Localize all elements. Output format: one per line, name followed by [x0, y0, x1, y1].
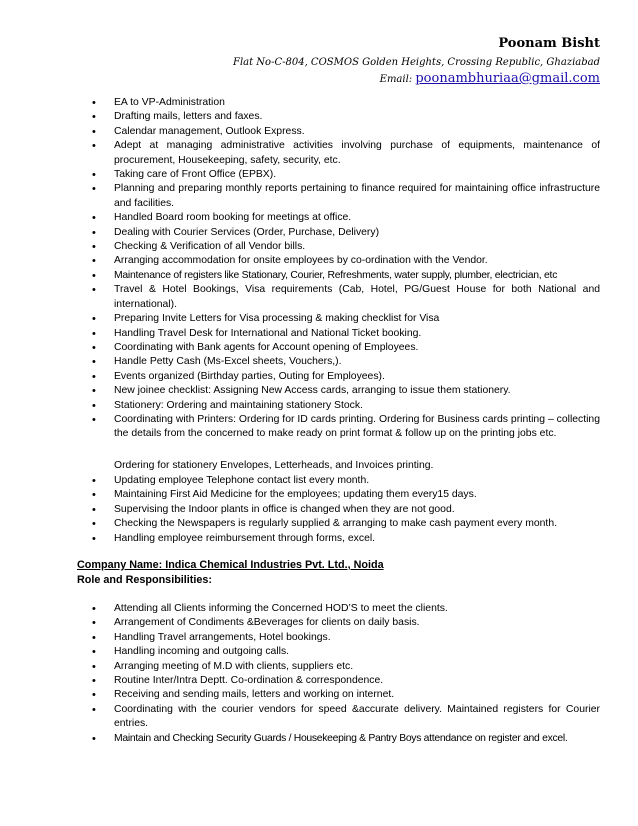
list-item: • Preparing Invite Letters for Visa processing & making checklist for Visa [92, 312, 600, 326]
list-item: • Receiving and sending mails, letters and working on internet. [92, 688, 600, 702]
list-item: • Stationery: Ordering and maintaining stationery Stock. [92, 399, 600, 413]
list-item: • Drafting mails, letters and faxes. [92, 110, 600, 124]
list-item: • Handling incoming and outgoing calls. [92, 645, 600, 659]
list-item: • Checking & Verification of all Vendor bills. [92, 240, 600, 254]
list-item: • Arrangement of Condiments &Beverages for clients on daily basis. [92, 616, 600, 630]
company-heading: Company Name: Indica Chemical Industries Pvt. Ltd., Noida [77, 559, 384, 571]
list-item: • Calendar management, Outlook Express. [92, 125, 600, 139]
list-item: • Arranging meeting of M.D with clients, suppliers etc. [92, 660, 600, 674]
list-item: • Handling Travel arrangements, Hotel bookings. [92, 631, 600, 645]
list-item: • Handle Petty Cash (Ms-Excel sheets, Vouchers,). [92, 355, 600, 369]
list-item: • Maintaining First Aid Medicine for the employees; updating them every15 days. [92, 488, 600, 502]
list-item: • Coordinating with Printers: Ordering for ID cards printing. Ordering for Business cards printing – collecting the details from the concerned to make ready on print format & follow up on the printing jobs etc. [92, 413, 600, 442]
responsibilities-list-1 [92, 96, 600, 442]
list-item: • Travel & Hotel Bookings, Visa requirements (Cab, Hotel, PG/Guest House for both National and international). [92, 283, 600, 312]
list-item: • Maintenance of registers like Stationary, Courier, Refreshments, water supply, plumber, electrician, etc [92, 269, 600, 283]
email-label: Email: [379, 74, 413, 85]
list-item: • Planning and preparing monthly reports pertaining to finance required for maintaining office infrastructure and facilities. [92, 182, 600, 211]
list-item: • Handling employee reimbursement through forms, excel. [92, 532, 600, 546]
list-item: • Arranging accommodation for onsite employees by co-ordination with the Vendor. [92, 254, 600, 268]
responsibilities-list-1b [92, 474, 600, 546]
list-item: • Events organized (Birthday parties, Outing for Employees). [92, 370, 600, 384]
list-item: • Adept at managing administrative activities involving purchase of equipments, maintenance of procurement, Housekeeping, safety, security, etc. [92, 139, 600, 168]
responsibilities-list-2 [92, 602, 600, 746]
list-item: • Maintain and Checking Security Guards / Housekeeping & Pantry Boys attendance on register and excel. [92, 732, 600, 746]
list-item: • Supervising the Indoor plants in office is changed when they are not good. [92, 503, 600, 517]
address: Flat No-C-804, COSMOS Golden Heights, Crossing Republic, Ghaziabad [233, 57, 600, 68]
list-item: • Routine Inter/Intra Deptt. Co-ordination & correspondence. [92, 674, 600, 688]
list-item: • Taking care of Front Office (EPBX). [92, 168, 600, 182]
company-section [77, 558, 384, 588]
list-item: • Checking the Newspapers is regularly supplied & arranging to make cash payment every month. [92, 517, 600, 531]
list-item: • Coordinating with Bank agents for Account opening of Employees. [92, 341, 600, 355]
candidate-name: Poonam Bisht [498, 36, 600, 51]
list-continuation: Ordering for stationery Envelopes, Letterheads, and Invoices printing. [114, 460, 434, 471]
list-item: • Updating employee Telephone contact list every month. [92, 474, 600, 488]
list-item: • Dealing with Courier Services (Order, Purchase, Delivery) [92, 226, 600, 240]
resume-header [233, 36, 600, 89]
email-row [233, 70, 600, 89]
list-item: • Attending all Clients informing the Concerned HOD’S to meet the clients. [92, 602, 600, 616]
list-item: • Coordinating with the courier vendors for speed &accurate delivery. Maintained registers for Courier entries. [92, 703, 600, 732]
email-link[interactable]: poonambhuriaa@gmail.com [415, 71, 600, 86]
list-item: • EA to VP-Administration [92, 96, 600, 110]
list-item: • Handled Board room booking for meetings at office. [92, 211, 600, 225]
list-item: • New joinee checklist: Assigning New Access cards, arranging to issue them stationery. [92, 384, 600, 398]
list-item: • Handling Travel Desk for International and National Ticket booking. [92, 327, 600, 341]
role-heading: Role and Responsibilities: [77, 574, 212, 586]
